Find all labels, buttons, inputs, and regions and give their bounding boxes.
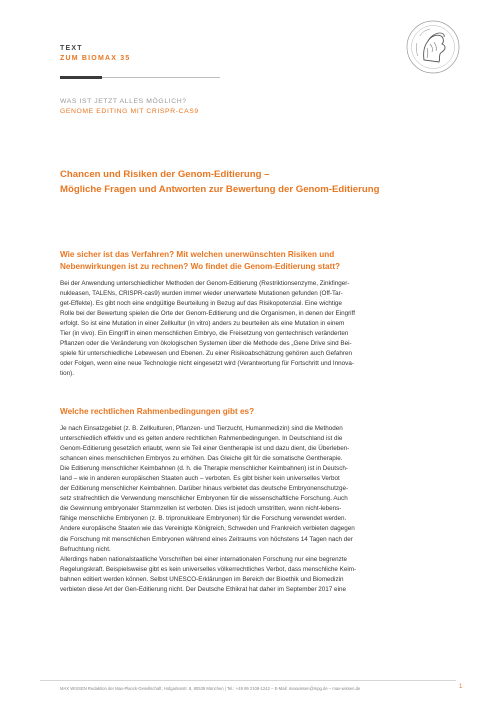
paragraph-line: Bei der Anwendung unterschiedlicher Methoden der Genom-Editierung (Restriktionsenzyme, Zinkfinger- bbox=[60, 280, 350, 287]
page-number: 1 bbox=[459, 684, 463, 690]
max-planck-minerva-logo-icon bbox=[406, 20, 460, 74]
paragraph-line: Tier (in vivo). Ein Eingriff in einen menschlichen Embryo, die Freisetzung von gentechnisch veränderten bbox=[60, 330, 349, 338]
paragraph-line: Pflanzen oder die Veränderung von ökologischen Systemen über die Methode des „Gene Drive sind Bei- bbox=[60, 340, 352, 348]
paragraph-line: Rolle bei der Bewertung spielen die Orte der Genom-Editierung und die Organismen, in denen der Eingriff bbox=[60, 310, 355, 318]
section-heading-risks bbox=[60, 249, 440, 272]
page-title bbox=[60, 167, 440, 197]
section-legal-paragraph bbox=[60, 424, 442, 595]
paragraph-line: Regelungskraft. Beispielsweise gibt es kein universelles völkerrechtliches Verbot, dass menschliche Keim- bbox=[60, 565, 357, 573]
heading-line: Nebenwirkungen ist zu rechnen? Wo findet die Genom-Editierung statt? bbox=[60, 261, 341, 271]
paragraph-line: die Gewinnung embryonaler Stammzellen ist verboten. Dies ist jedoch umstritten, wenn nicht-lebens- bbox=[60, 505, 342, 513]
document-label bbox=[60, 44, 130, 64]
paragraph-line: der Editierung menschlicher Keimbahnen. Darüber hinaus verbietet das deutsche Embryonenschutzge- bbox=[60, 485, 349, 493]
paragraph-line: nukleasen, TALENs, CRISPR-cas9) wurden immer wieder unerwartete Mutationen gefunden (Off-Tar- bbox=[60, 290, 343, 298]
paragraph-line: Befruchtung nicht. bbox=[60, 545, 111, 553]
paragraph-line: bahnen editiert werden können. Selbst UNESCO-Erklärungen im Bereich der Bioethik und Biomedizin bbox=[60, 575, 344, 583]
title-line: Chancen und Risiken der Genom-Editierung – bbox=[60, 169, 270, 180]
document-subtitle bbox=[60, 97, 199, 117]
paragraph-line: erfolgt. So ist eine Mutation in einer Zellkultur (in vitro) anders zu beurteilen als eine Mutation in einem bbox=[60, 320, 345, 328]
title-line: Mögliche Fragen und Antworten zur Bewertung der Genom-Editierung bbox=[60, 184, 380, 195]
paragraph-line: get-Effekte). Es gibt noch eine endgültige Beurteilung in Bezug auf das Risikopotenzial. Eine wichtige bbox=[60, 300, 343, 308]
footer-divider bbox=[40, 680, 456, 681]
paragraph-line: land – wie in anderen europäischen Staaten auch – verboten. Es gibt bisher kein universelles Verbot bbox=[60, 475, 340, 483]
paragraph-line: fähige menschliche Embryonen (z. B. tripronukleare Embryonen) für die Forschung verwendet werden. bbox=[60, 515, 347, 523]
label-series: ZUM BIOMAX 35 bbox=[60, 55, 131, 62]
paragraph-line: Andere europäische Staaten wie das Vereinigte Königreich, Schweden und Frankreich verbieten dagegen bbox=[60, 525, 355, 533]
paragraph-line: tion). bbox=[60, 370, 74, 378]
section-risks-paragraph bbox=[60, 279, 442, 379]
section-heading-legal: Welche rechtlichen Rahmenbedingungen gibt es? bbox=[60, 407, 255, 416]
paragraph-line: Genom-Editierung gesetzlich erlaubt, wenn sie Teil einer Gentherapie ist und dazu dient, die Überleben- bbox=[60, 445, 350, 453]
header-divider-accent bbox=[60, 76, 102, 79]
paragraph-line: oder Folgen, wenn eine neue Technologie nicht eingesetzt wird (Verantwortung für Fortschritt und Innova- bbox=[60, 360, 354, 368]
paragraph-line: Allerdings haben nationalstaatliche Vorschriften bei einer internationalen Forschung nur eine begrenzte bbox=[60, 555, 348, 563]
paragraph-line: Je nach Einsatzgebiet (z. B. Zellkulturen, Pflanzen- und Tierzucht, Humanmedizin) sind die Methoden bbox=[60, 425, 343, 432]
subtitle-question: WAS IST JETZT ALLES MÖGLICH? bbox=[60, 98, 187, 105]
paragraph-line: verbieten diese Art der Gen-Editierung nicht. Der Deutsche Ethikrat hat daher im September 2017 eine bbox=[60, 585, 346, 593]
paragraph-line: Die Editierung menschlicher Keimbahnen (d. h. die Therapie menschlicher Keimbahnen) ist in Deutsch- bbox=[60, 465, 348, 473]
subtitle-topic: GENOME EDITING MIT CRISPR-CAS9 bbox=[60, 108, 199, 115]
label-text: TEXT bbox=[60, 45, 83, 52]
paragraph-line: setz strafrechtlich die Verwendung menschlicher Embryonen für die wissenschaftliche Forschung. Auch bbox=[60, 495, 348, 503]
paragraph-line: schancen eines menschlichen Embryos zu erhöhen. Das Gleiche gilt für die somatische Gentherapie. bbox=[60, 455, 343, 463]
paragraph-line: spiele für unterschiedliche Lebewesen und Ebenen. Zu einer Risikoabschätzung gehören auch Gefahren bbox=[60, 350, 352, 358]
heading-line: Wie sicher ist das Verfahren? Mit welchen unerwünschten Risiken und bbox=[60, 250, 335, 259]
paragraph-line: die Forschung mit menschlichen Embryonen während eines Zeitraums von höchstens 14 Tagen nach der bbox=[60, 535, 353, 543]
paragraph-line: unterschiedlich effektiv und es gelten andere rechtlichen Rahmenbedingungen. In Deutschland ist die bbox=[60, 435, 343, 443]
footer-imprint: MAX WISSEN Redaktion der Max-Planck-Gesellschaft, Hofgartenstr. 8, 80539 München | Tel.: +49 89 2108-1242 – E-Mail: maxwissen@mpg.de – max-wissen.de bbox=[60, 686, 361, 691]
